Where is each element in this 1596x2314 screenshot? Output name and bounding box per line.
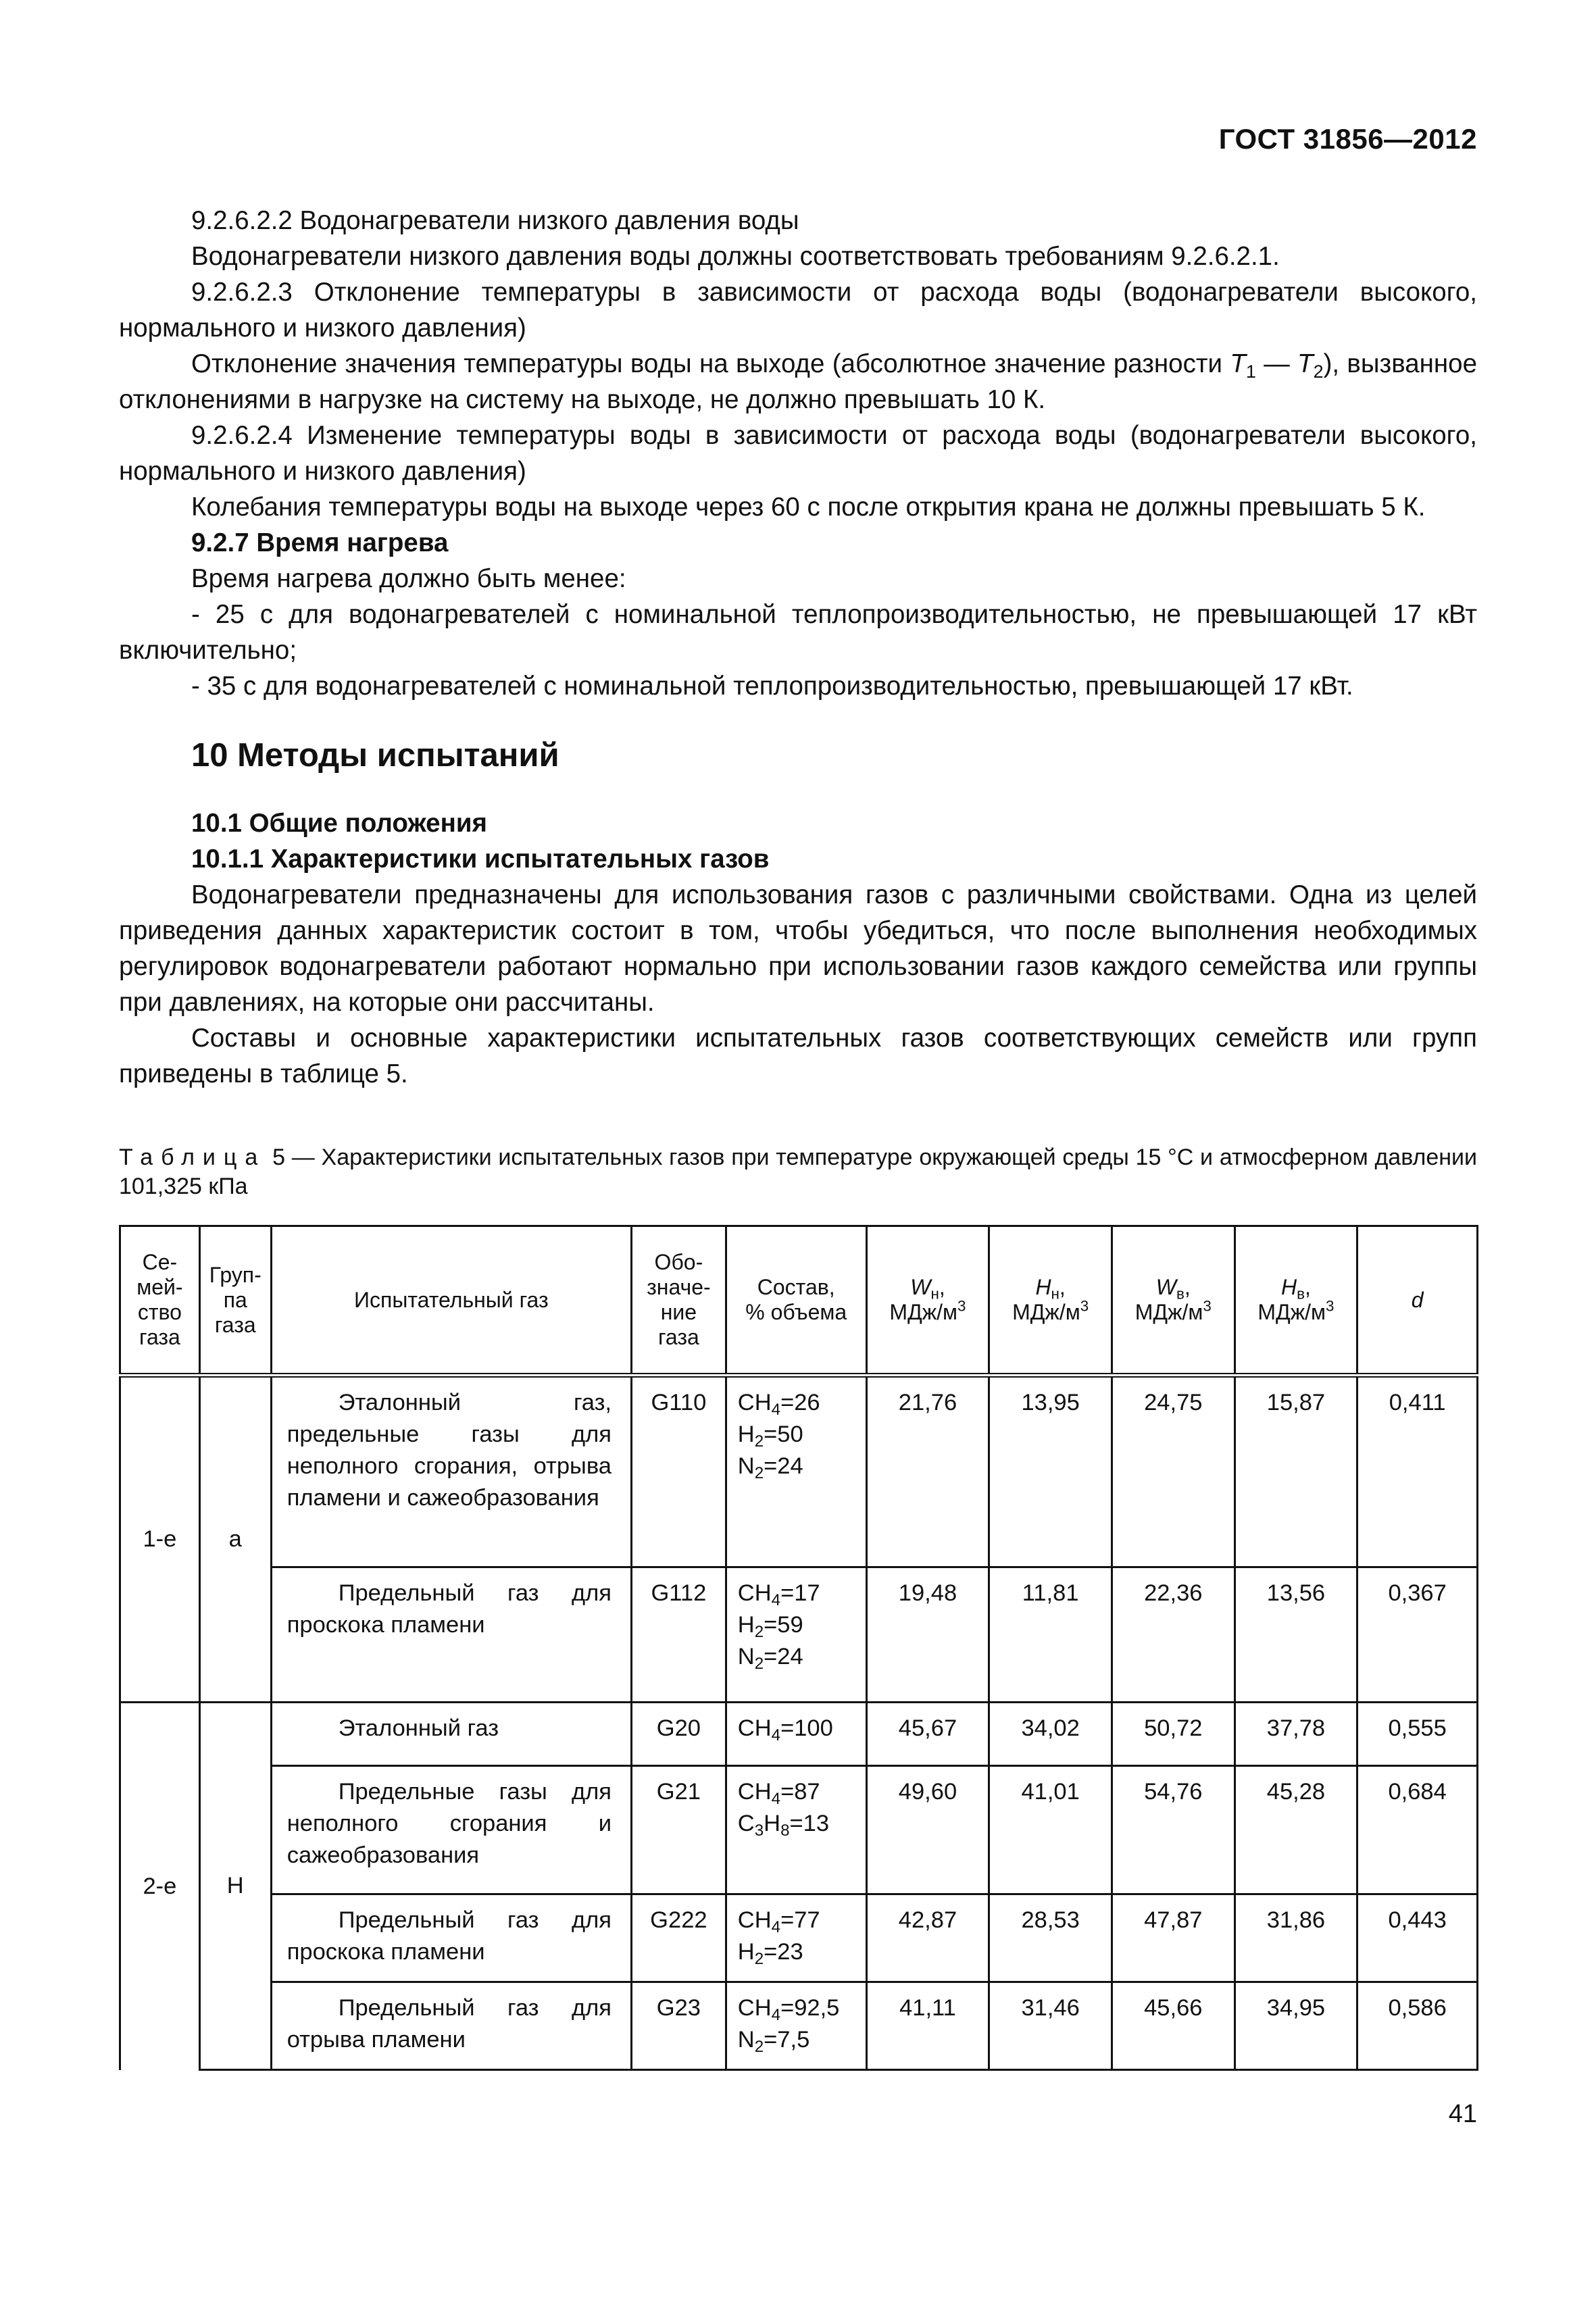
cell-hn: 28,53: [989, 1894, 1112, 1982]
composition-line: $H_2=23$: [737, 1939, 803, 1969]
composition-line: $CH_4=92,5$: [737, 1995, 840, 2025]
cell-d: 0,586: [1357, 1982, 1478, 2070]
table-row: [120, 1766, 1478, 1894]
cell-composition: [726, 1376, 866, 1567]
cell-hs: 34,95: [1235, 1982, 1357, 2070]
header-designation: Обо- значе- ние газа: [631, 1226, 726, 1376]
cell-wn: 21,76: [866, 1376, 989, 1567]
header-ws: $W_в$, МДж/$м^3$: [1112, 1226, 1235, 1376]
cell-wn: 41,11: [866, 1982, 989, 2070]
table-row: [120, 1894, 1478, 1982]
cell-wn: 49,60: [866, 1766, 989, 1894]
cell-family: 2-е: [120, 1703, 200, 2070]
composition-line: $C_3H_8=13$: [737, 1811, 830, 1840]
section-heading: 10.1 Общие положения: [191, 809, 487, 838]
cell-hn: 41,01: [989, 1766, 1112, 1894]
cell-designation: G23: [631, 1982, 726, 2070]
paragraph: Время нагрева должно быть менее:: [191, 564, 626, 593]
composition-line: $CH_4=77$: [737, 1907, 820, 1937]
table-row: [120, 1703, 1478, 1766]
cell-composition: [726, 1703, 866, 1766]
body-text: [119, 203, 1477, 1092]
header-family: Се- мей- ство газа: [120, 1226, 200, 1376]
cell-gas-name: Эталонный газ: [271, 1703, 631, 1766]
paragraph: 9.2.6.2.3 Отклонение температуры в зависимости от расхода воды (водонагреватели высокого, нормального и низкого давления): [119, 278, 1477, 343]
paragraph: Отклонение значения температуры воды на выходе (абсолютное значение разности $T_1$ — $T_2$), вызванное отклонениями в нагрузке на систему на выходе, не должно превышать 10 К.: [119, 349, 1477, 414]
cell-group: а: [199, 1376, 271, 1703]
paragraph: Водонагреватели предназначены для использования газов с различными свойствами. Одна из целей приведения данных характеристик состоит в том, чтобы убедиться, что после выполнения необходимых регулировок водонагреватели работают нормально при использовании газов каждого семейства или группы при давлениях, на которые они рассчитаны.: [119, 880, 1477, 1017]
composition-line: $CH_4=17$: [737, 1580, 820, 1610]
cell-designation: G112: [631, 1567, 726, 1703]
header-hs: $H_в$, МДж/$м^3$: [1235, 1226, 1357, 1376]
cell-gas-name: Предельный газ для проскока пламени: [271, 1567, 631, 1703]
cell-wn: 42,87: [866, 1894, 989, 1982]
composition-line: $H_2=50$: [737, 1422, 803, 1451]
cell-gas-name: Предельные газы для неполного сгорания и сажеобразования: [271, 1766, 631, 1894]
table-caption: Таблица 5 — Характеристики испытательных газов при температуре окружающей среды 15 °С и атмосферном давлении 101,325 кПа: [119, 1145, 1477, 1199]
cell-d: 0,684: [1357, 1766, 1478, 1894]
composition-line: $N_2=24$: [737, 1644, 803, 1674]
cell-hs: 31,86: [1235, 1894, 1357, 1982]
cell-wn: 19,48: [866, 1567, 989, 1703]
cell-hn: 13,95: [989, 1376, 1112, 1567]
cell-designation: G20: [631, 1703, 726, 1766]
table-row: [120, 1376, 1478, 1567]
cell-composition: [726, 1567, 866, 1703]
cell-group: Н: [199, 1703, 271, 2070]
composition-line: $N_2=7,5$: [737, 2027, 810, 2057]
subsection-heading: 10.1.1 Характеристики испытательных газов: [191, 845, 770, 874]
table-header-row: [120, 1226, 1478, 1376]
page-number: 41: [1448, 2100, 1477, 2128]
cell-d: 0,443: [1357, 1894, 1478, 1982]
composition-line: $N_2=24$: [737, 1453, 803, 1483]
cell-designation: G21: [631, 1766, 726, 1894]
cell-hn: 11,81: [989, 1567, 1112, 1703]
table-row: [120, 1982, 1478, 2070]
cell-ws: 47,87: [1112, 1894, 1235, 1982]
header-gas: Испытательный газ: [271, 1226, 631, 1376]
cell-d: 0,555: [1357, 1703, 1478, 1766]
composition-line: $CH_4=87$: [737, 1779, 820, 1809]
cell-gas-name: Предельный газ для проскока пламени: [271, 1894, 631, 1982]
chapter-heading: 10 Методы испытаний: [191, 737, 559, 774]
header-wn: $W_н$, МДж/$м^3$: [866, 1226, 989, 1376]
paragraph: 9.2.6.2.4 Изменение температуры воды в зависимости от расхода воды (водонагреватели высокого, нормального и низкого давления): [119, 421, 1477, 486]
paragraph: Колебания температуры воды на выходе через 60 с после открытия крана не должны превышать 5 К.: [191, 493, 1426, 522]
cell-gas-name: Предельный газ для отрыва пламени: [271, 1982, 631, 2070]
paragraph: Составы и основные характеристики испытательных газов соответствующих семейств или групп приведены в таблице 5.: [119, 1024, 1477, 1088]
cell-designation: G222: [631, 1894, 726, 1982]
header-hn: $H_н$, МДж/$м^3$: [989, 1226, 1112, 1376]
list-item: - 35 с для водонагревателей с номинальной теплопроизводительностью, превышающей 17 кВт.: [191, 672, 1353, 701]
cell-composition: [726, 1766, 866, 1894]
cell-family: 1-е: [120, 1376, 200, 1703]
paragraph: Водонагреватели низкого давления воды должны соответствовать требованиям 9.2.6.2.1.: [191, 242, 1280, 271]
composition-line: $H_2=59$: [737, 1612, 803, 1642]
cell-ws: 54,76: [1112, 1766, 1235, 1894]
cell-ws: 24,75: [1112, 1376, 1235, 1567]
section-heading: 9.2.7 Время нагрева: [191, 528, 449, 557]
header-group: Груп- па газа: [199, 1226, 271, 1376]
cell-wn: 45,67: [866, 1703, 989, 1766]
header-composition: Состав, % объема: [726, 1226, 866, 1376]
header-d: d: [1357, 1226, 1478, 1376]
cell-gas-name: Эталонный газ, предельные газы для неполного сгорания, отрыва пламени и сажеобразования: [271, 1376, 631, 1567]
composition-line: $CH_4=100$: [737, 1715, 833, 1745]
table-row: [120, 1567, 1478, 1703]
cell-ws: 50,72: [1112, 1703, 1235, 1766]
paragraph: 9.2.6.2.2 Водонагреватели низкого давления воды: [191, 206, 799, 235]
cell-ws: 22,36: [1112, 1567, 1235, 1703]
cell-hs: 15,87: [1235, 1376, 1357, 1567]
cell-hs: 37,78: [1235, 1703, 1357, 1766]
list-item: - 25 с для водонагревателей с номинальной теплопроизводительностью, не превышающей 17 кВт включительно;: [119, 600, 1477, 665]
cell-ws: 45,66: [1112, 1982, 1235, 2070]
composition-line: $CH_4=26$: [737, 1390, 820, 1419]
cell-hn: 34,02: [989, 1703, 1112, 1766]
cell-hs: 13,56: [1235, 1567, 1357, 1703]
document-id: ГОСТ 31856—2012: [1218, 123, 1477, 155]
test-gas-table: [119, 1225, 1478, 2071]
cell-d: 0,367: [1357, 1567, 1478, 1703]
cell-hn: 31,46: [989, 1982, 1112, 2070]
cell-designation: G110: [631, 1376, 726, 1567]
cell-composition: [726, 1894, 866, 1982]
cell-composition: [726, 1982, 866, 2070]
cell-hs: 45,28: [1235, 1766, 1357, 1894]
cell-d: 0,411: [1357, 1376, 1478, 1567]
